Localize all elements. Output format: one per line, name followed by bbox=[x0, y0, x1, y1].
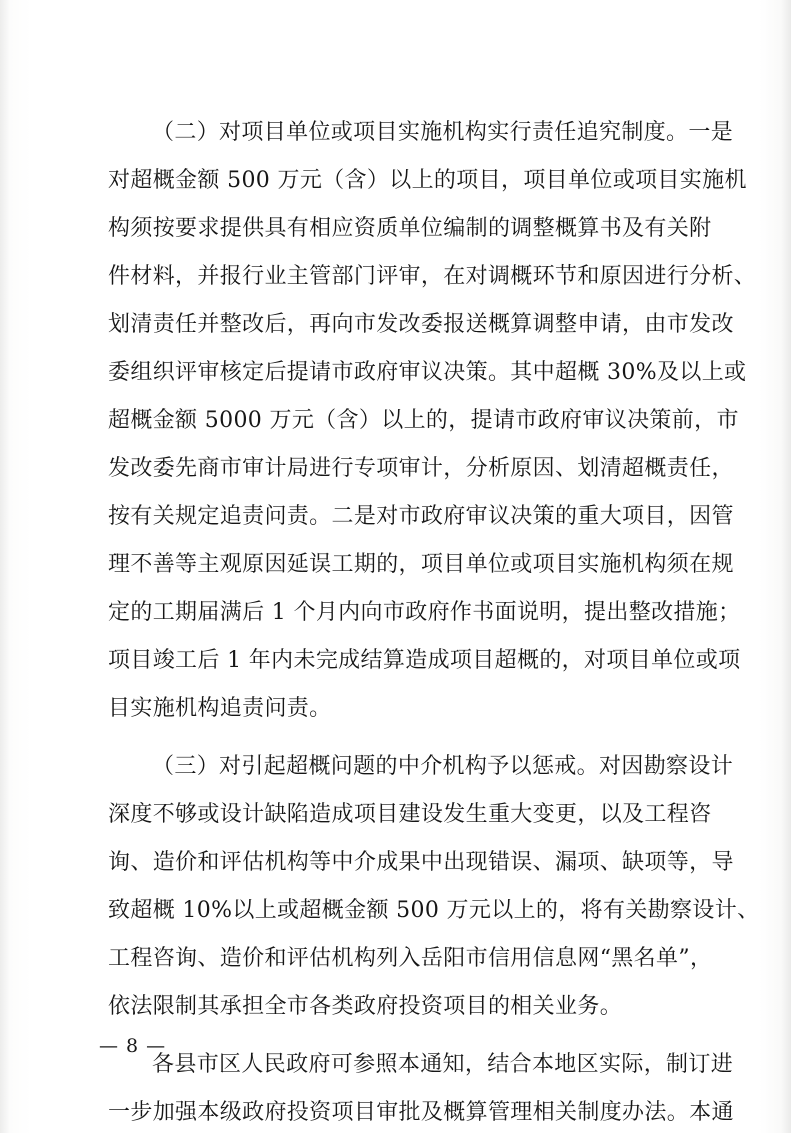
text-line: 各县市区人民政府可参照本通知，结合本地区实际，制订进 bbox=[152, 1052, 734, 1077]
text-line: 询、造价和评估机构等中介成果中出现错误、漏项、缺项等，导 bbox=[108, 850, 734, 875]
paragraph-responsibility-system bbox=[108, 109, 757, 733]
text-line: 对超概金额 500 万元（含）以上的项目，项目单位或项目实施机 bbox=[108, 168, 747, 193]
scan-shadow-right bbox=[781, 0, 791, 1133]
text-line: 按有关规定追责问责。二是对市政府审议决策的重大项目，因管 bbox=[108, 504, 734, 529]
text-line: 件材料，并报行业主管部门评审，在对调概环节和原因进行分析、 bbox=[108, 264, 757, 289]
text-line: 定的工期届满后 1 个月内向市政府作书面说明，提出整改措施； bbox=[108, 600, 741, 625]
text-line: 划清责任并整改后，再向市发改委报送概算调整申请，由市发改 bbox=[108, 312, 734, 337]
text-line: （三）对引起超概问题的中介机构予以惩戒。对因勘察设计 bbox=[152, 754, 734, 779]
page-number: — 8 — bbox=[99, 1035, 167, 1057]
paragraph-intermediary-penalty bbox=[108, 743, 760, 1031]
text-line: （二）对项目单位或项目实施机构实行责任追究制度。一是 bbox=[152, 120, 734, 145]
text-line: 深度不够或设计缺陷造成项目建设发生重大变更，以及工程咨 bbox=[108, 802, 712, 827]
text-line: 超概金额 5000 万元（含）以上的，提请市政府审议决策前，市 bbox=[108, 408, 739, 433]
text-line: 理不善等主观原因延误工期的，项目单位或项目实施机构须在规 bbox=[108, 552, 734, 577]
text-line: 致超概 10%以上或超概金额 500 万元以上的，将有关勘察设计、 bbox=[108, 898, 760, 923]
text-line: 依法限制其承担全市各类政府投资项目的相关业务。 bbox=[108, 994, 623, 1019]
paragraph-local-implementation bbox=[108, 1041, 734, 1137]
document-body bbox=[108, 109, 760, 1137]
text-line: 发改委先商市审计局进行专项审计，分析原因、划清超概责任， bbox=[108, 456, 734, 481]
scan-shadow-left bbox=[0, 0, 10, 1133]
text-line: 项目竣工后 1 年内未完成结算造成项目超概的，对项目单位或项 bbox=[108, 648, 741, 673]
text-line: 工程咨询、造价和评估机构列入岳阳市信用信息网“黑名单”， bbox=[108, 946, 713, 971]
text-line: 目实施机构追责问责。 bbox=[108, 696, 332, 721]
text-line: 一步加强本级政府投资项目审批及概算管理相关制度办法。本通 bbox=[108, 1100, 734, 1125]
text-line: 构须按要求提供具有相应资质单位编制的调整概算书及有关附 bbox=[108, 216, 712, 241]
text-line: 委组织评审核定后提请市政府审议决策。其中超概 30%及以上或 bbox=[108, 360, 747, 385]
